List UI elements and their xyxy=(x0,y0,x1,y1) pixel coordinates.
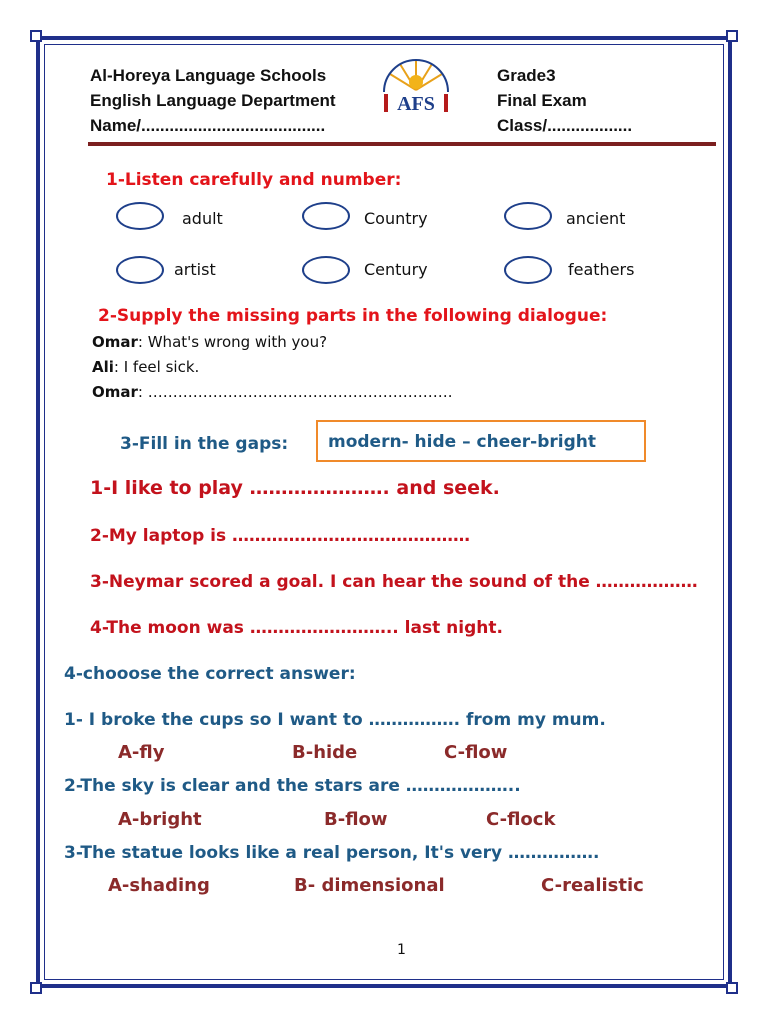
school-name: Al-Horeya Language Schools xyxy=(90,66,327,85)
class-field: Class/.................. xyxy=(497,116,633,135)
word-bank-text: modern- hide – cheer-bright xyxy=(328,432,596,452)
dialogue-text: : I feel sick. xyxy=(113,358,200,376)
word-option: Country xyxy=(364,209,428,228)
fill-gap-item: 2-My laptop is …………………………………… xyxy=(90,526,471,546)
answer-oval[interactable] xyxy=(504,202,552,230)
word-option: feathers xyxy=(568,260,635,279)
dialogue-answer-blank[interactable]: : ……………………………………………………. xyxy=(137,383,453,401)
corner-ornament xyxy=(30,982,42,994)
mcq-option[interactable]: C-flow xyxy=(444,742,508,763)
word-option: ancient xyxy=(566,209,626,228)
mcq-option[interactable]: A-shading xyxy=(108,875,210,896)
dialogue-line xyxy=(92,383,453,401)
name-field: Name/....................................... xyxy=(90,116,326,135)
speaker-name: Ali xyxy=(92,358,114,376)
mcq-question: 2-The sky is clear and the stars are ……………….. xyxy=(64,776,521,796)
mcq-option[interactable]: A-bright xyxy=(118,809,202,830)
mcq-option[interactable]: A-fly xyxy=(118,742,165,763)
dialogue-text: : What's wrong with you? xyxy=(137,333,328,351)
answer-oval[interactable] xyxy=(116,202,164,230)
mcq-option[interactable]: C-realistic xyxy=(541,875,644,896)
grade-label: Grade3 xyxy=(497,66,556,85)
word-option: Century xyxy=(364,260,428,279)
word-option: artist xyxy=(174,260,216,279)
question-2-title: 2-Supply the missing parts in the following dialogue: xyxy=(98,306,608,326)
speaker-name: Omar xyxy=(92,383,138,401)
mcq-option[interactable]: C-flock xyxy=(486,809,556,830)
department-name: English Language Department xyxy=(90,91,336,110)
answer-oval[interactable] xyxy=(504,256,552,284)
corner-ornament xyxy=(30,30,42,42)
mcq-question: 3-The statue looks like a real person, It's very ……………. xyxy=(64,843,600,863)
word-option: adult xyxy=(182,209,223,228)
corner-ornament xyxy=(726,30,738,42)
dialogue-line xyxy=(92,333,327,351)
logo-text: AFS xyxy=(397,93,435,114)
mcq-option[interactable]: B-flow xyxy=(324,809,388,830)
dialogue-line xyxy=(92,358,199,376)
fill-gap-item: 4-The moon was …………………….. last night. xyxy=(90,618,503,638)
exam-label: Final Exam xyxy=(497,91,587,110)
question-4-title: 4-chooose the correct answer: xyxy=(64,664,356,684)
fill-gap-item: 3-Neymar scored a goal. I can hear the sound of the ……………… xyxy=(90,572,698,592)
answer-oval[interactable] xyxy=(302,202,350,230)
question-1-title: 1-Listen carefully and number: xyxy=(106,170,402,190)
page-number: 1 xyxy=(397,942,406,958)
school-logo-icon xyxy=(378,52,454,114)
speaker-name: Omar xyxy=(92,333,138,351)
answer-oval[interactable] xyxy=(302,256,350,284)
corner-ornament xyxy=(726,982,738,994)
mcq-option[interactable]: B-hide xyxy=(292,742,358,763)
question-3-title: 3-Fill in the gaps: xyxy=(120,434,289,454)
mcq-option[interactable]: B- dimensional xyxy=(294,875,445,896)
header-divider xyxy=(88,142,716,146)
answer-oval[interactable] xyxy=(116,256,164,284)
mcq-question: 1- I broke the cups so I want to ……………. from my mum. xyxy=(64,710,606,730)
fill-gap-item: 1-I like to play …………………. and seek. xyxy=(90,477,500,499)
